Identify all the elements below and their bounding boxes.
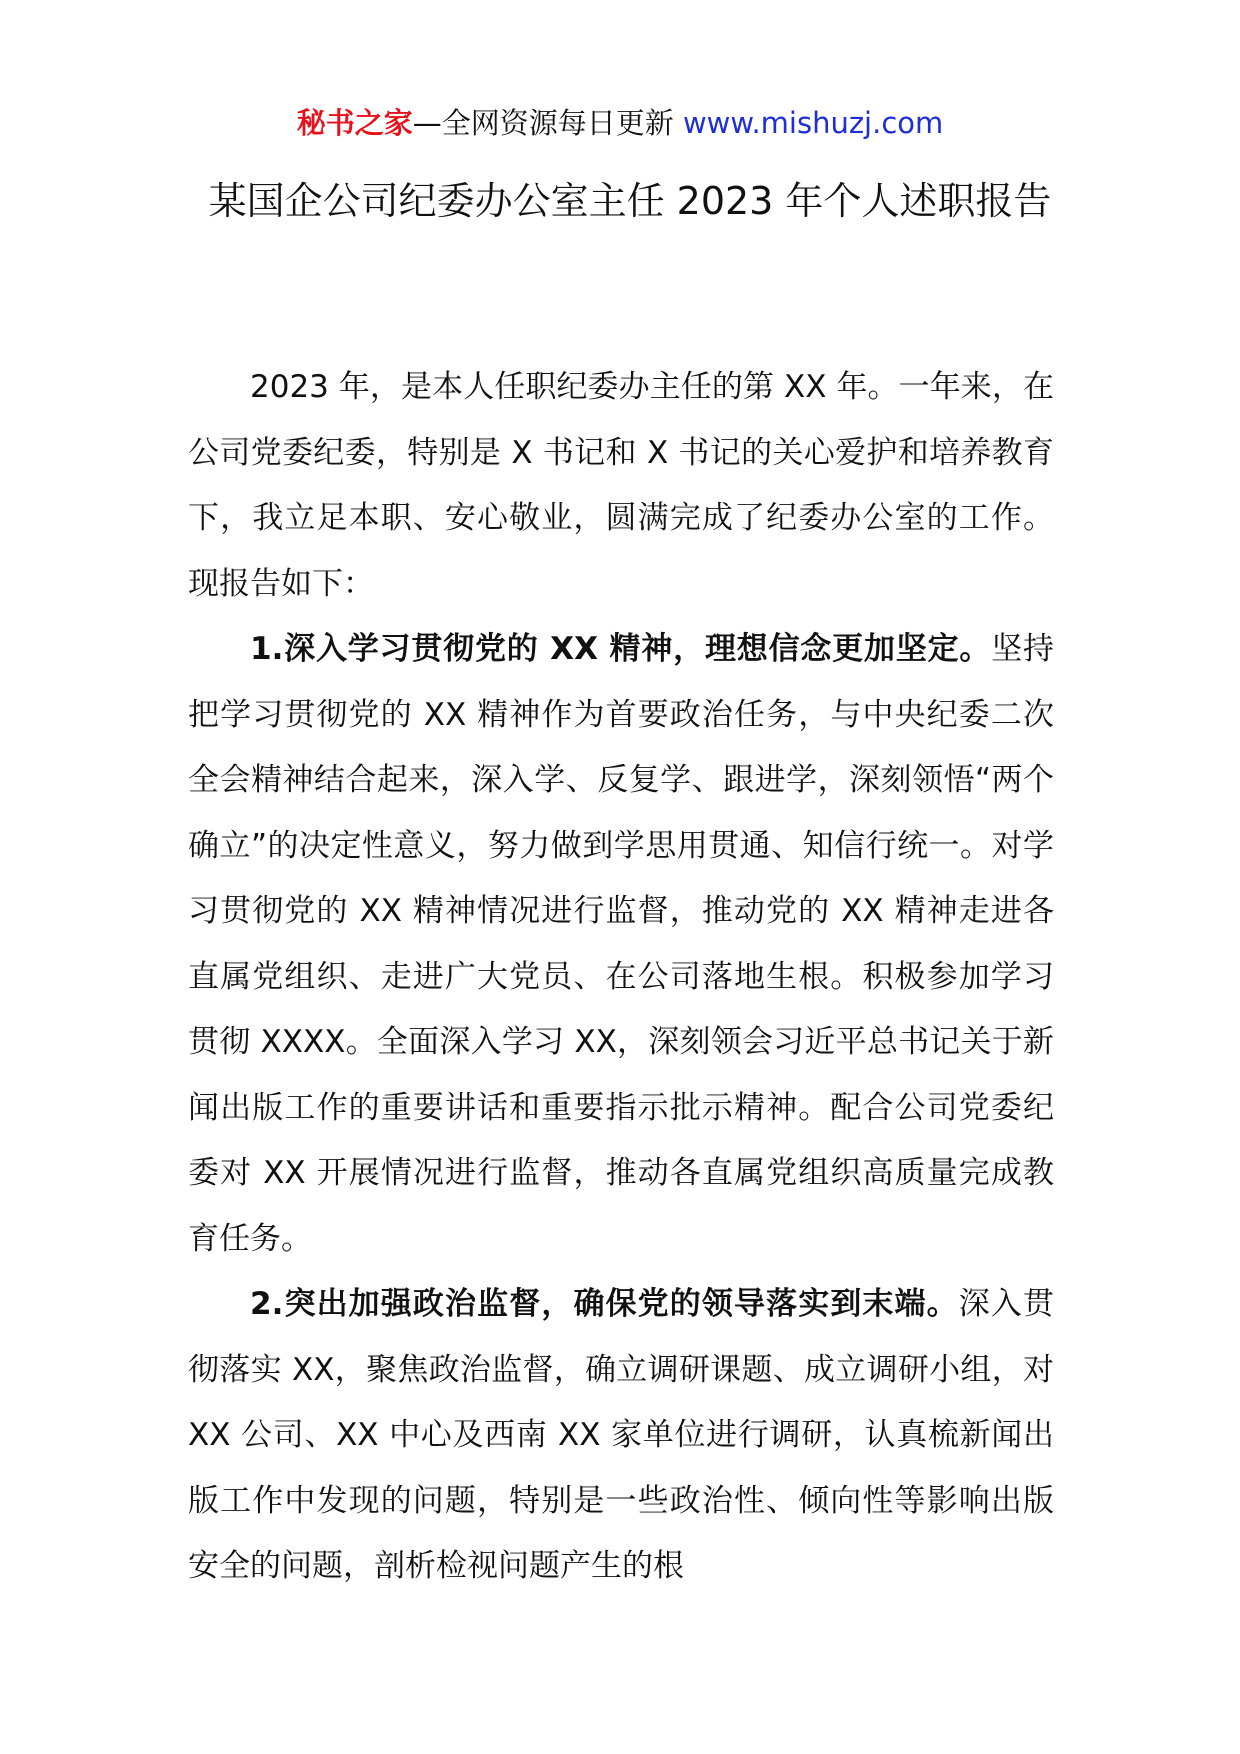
document-body (188, 355, 1054, 1600)
paragraph-text: 坚持把学习贯彻党的 XX 精神作为首要政治任务，与中央纪委二次全会精神结合起来，深入学、反复学、跟进学，深刻领悟“两个确立”的决定性意义，努力做到学思用贯通、知信行统一。对学习贯彻党的 XX 精神情况进行监督，推动党的 XX 精神走进各直属党组织、走进广大党员、在公司落地生根。积极参加学习贯彻 XXXX。全面深入学习 XX，深刻领会习近平总书记关于新闻出版工作的重要讲话和重要指示批示精神。配合公司党委纪委对 XX 开展情况进行监督，推动各直属党组织高质量完成教育任务。 (188, 631, 1055, 1257)
document-title: 某国企公司纪委办公室主任 2023 年个人述职报告 (208, 179, 1052, 223)
watermark-banner (0, 103, 1240, 143)
watermark-brand: 秘书之家 (296, 106, 413, 140)
paragraph-intro (188, 355, 1054, 617)
paragraph-text: 深入贯彻落实 XX，聚焦政治监督，确立调研课题、成立调研小组，对 XX 公司、XX 中心及西南 XX 家单位进行调研，认真梳新闻出版工作中发现的问题，特别是一些政治性、倾向性等影响出版安全的问题，剖析检视问题产生的根 (188, 1286, 1054, 1584)
paragraph-text: 2023 年，是本人任职纪委办主任的第 XX 年。一年来，在公司党委纪委，特别是 X 书记和 X 书记的关心爱护和培养教育下，我立足本职、安心敬业，圆满完成了纪委办公室的工作。现报告如下： (188, 369, 1054, 602)
watermark-tagline: —全网资源每日更新 (412, 106, 683, 140)
section-heading: 2.突出加强政治监督，确保党的领导落实到末端。 (250, 1286, 959, 1322)
section-heading: 1.深入学习贯彻党的 XX 精神，理想信念更加坚定。 (250, 631, 992, 667)
watermark-url: www.mishuzj.com (682, 106, 944, 140)
paragraph-section-2 (188, 1272, 1054, 1600)
paragraph-section-1 (188, 617, 1054, 1272)
